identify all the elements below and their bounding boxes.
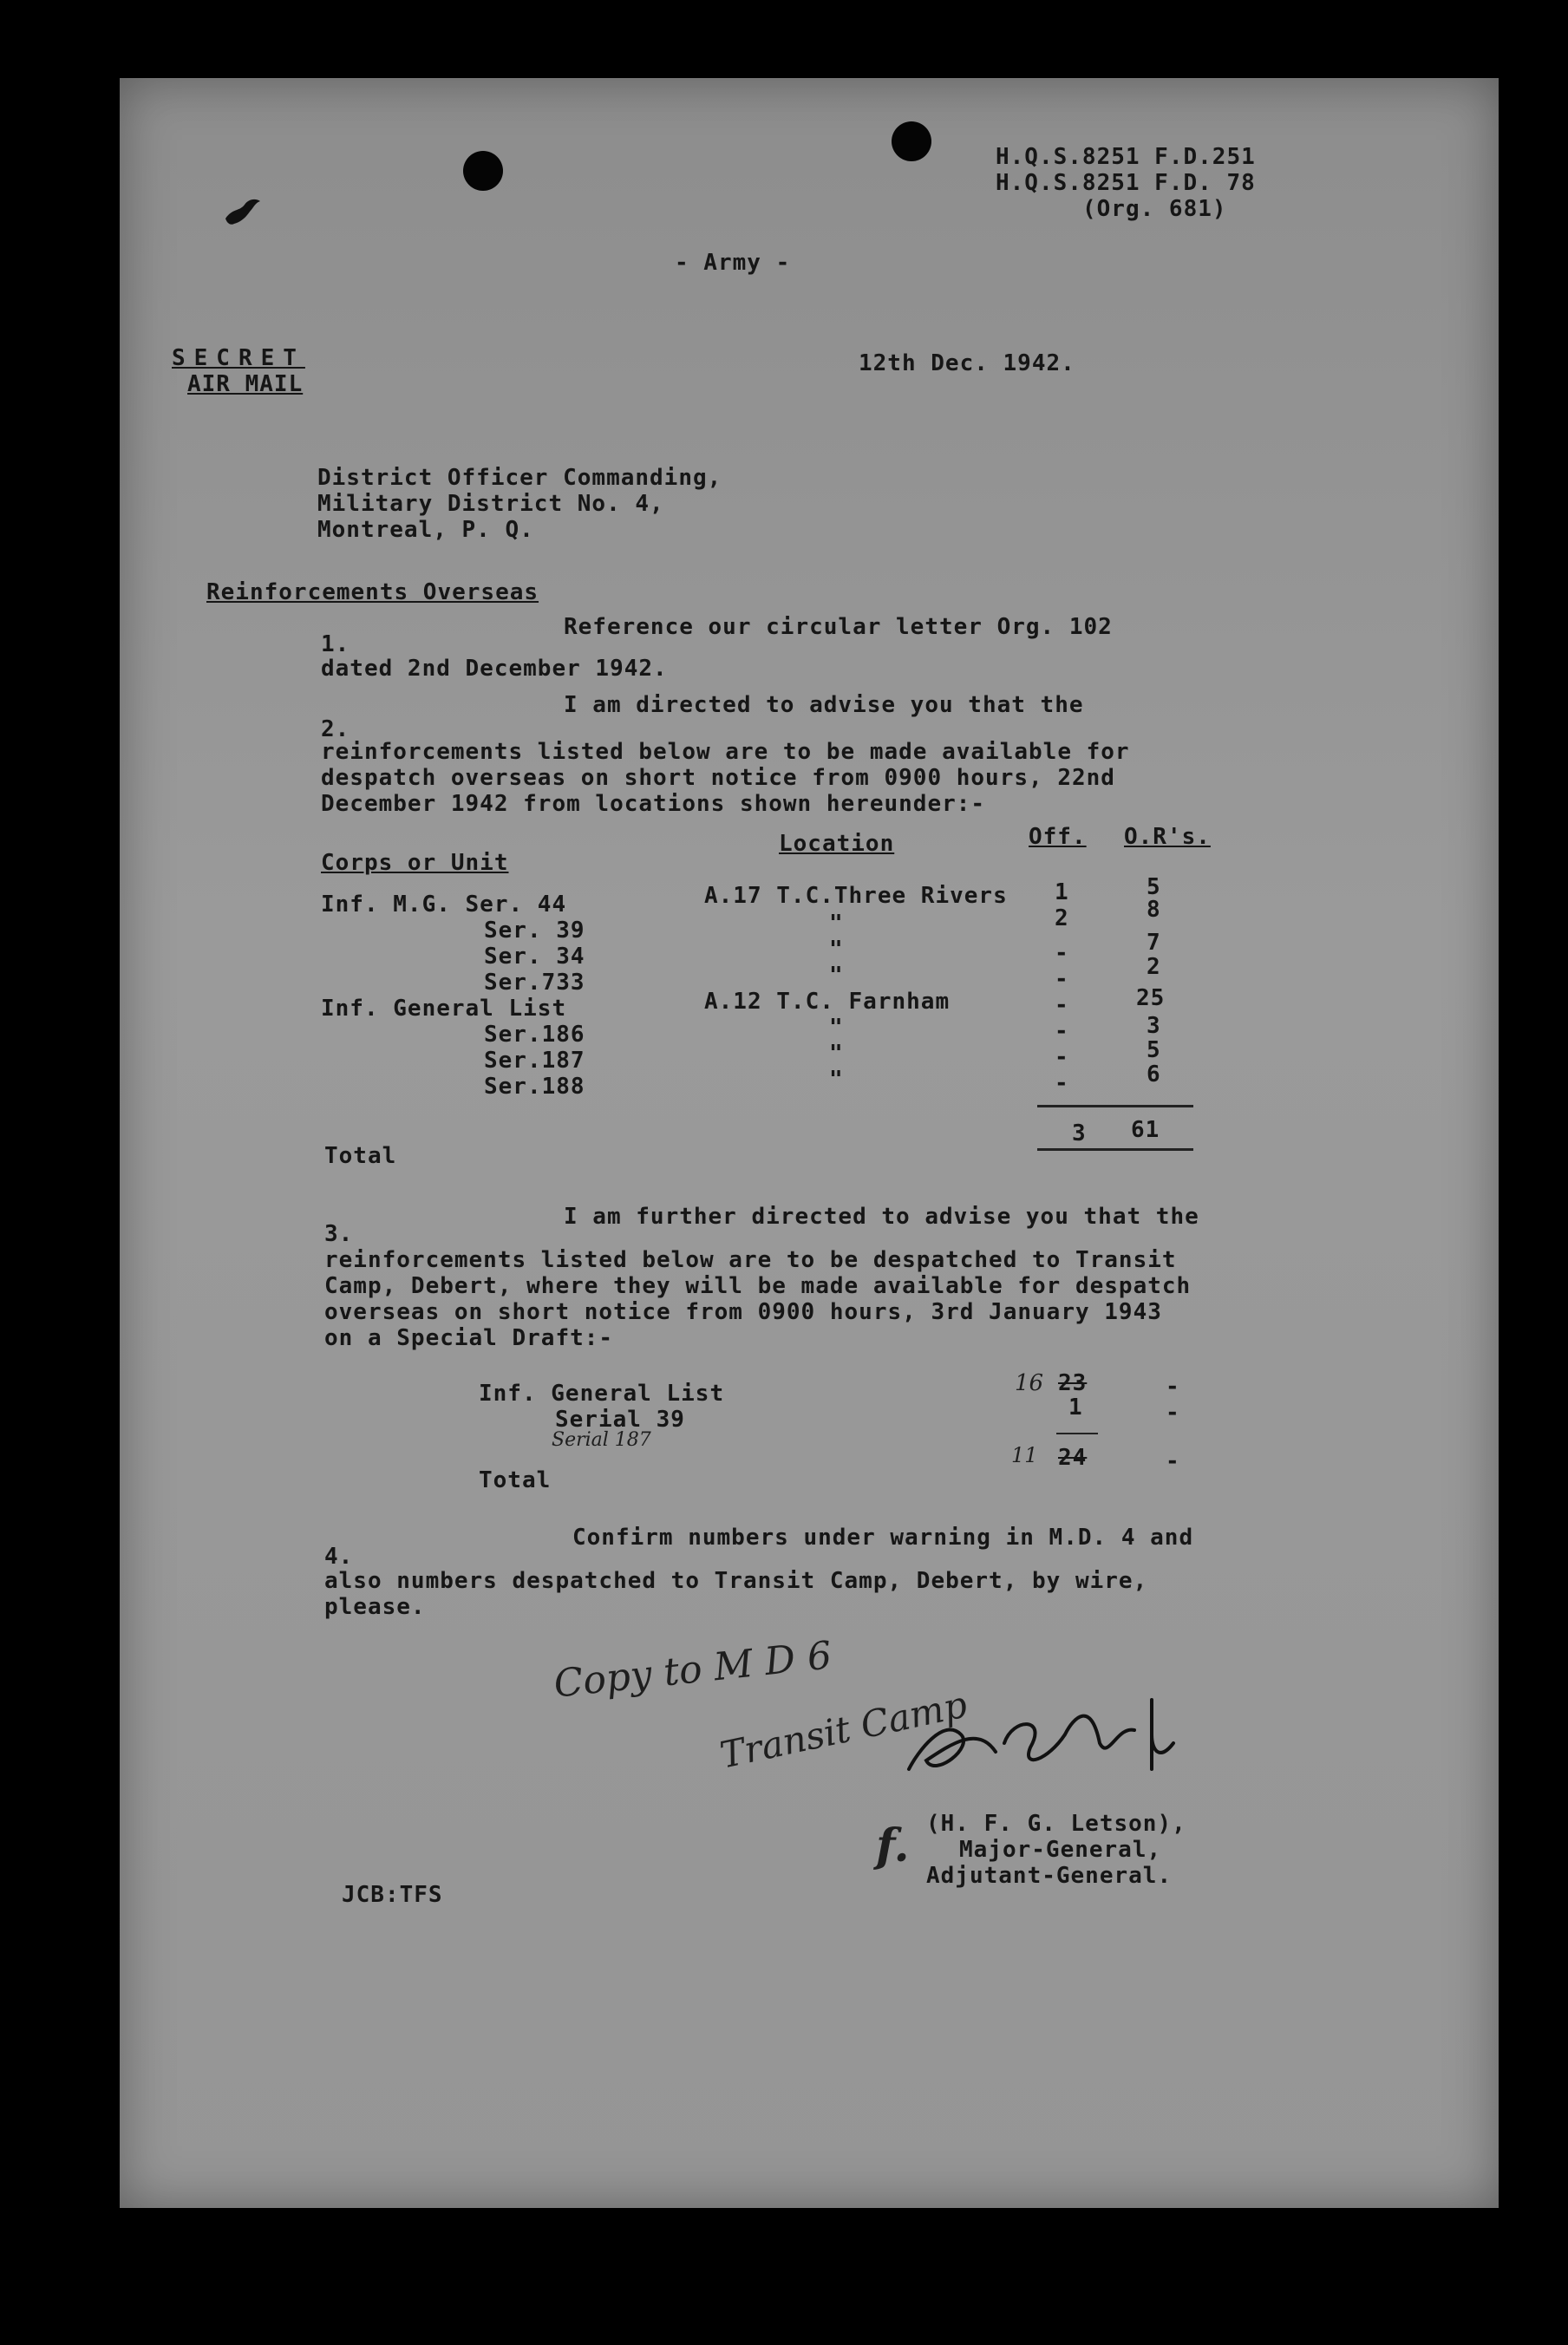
paragraph-text: despatch overseas on short notice from 0900 hours, 22nd — [321, 765, 1115, 791]
table-row-ors: 25 — [1136, 985, 1166, 1011]
addressee-line: Military District No. 4, — [317, 491, 664, 517]
table-row-unit: Inf. General List — [479, 1381, 725, 1407]
table-total-ors: 61 — [1131, 1117, 1160, 1143]
table-row-location: " — [829, 1067, 844, 1093]
table-row-location: " — [829, 1041, 844, 1067]
table-row-off: 2 — [1055, 905, 1069, 931]
paragraph-text: Confirm numbers under warning in M.D. 4 and — [572, 1525, 1194, 1551]
paragraph-text: dated 2nd December 1942. — [321, 656, 668, 682]
table-row-location: " — [829, 937, 844, 963]
addressee-line: Montreal, P. Q. — [317, 517, 534, 543]
table-row-ors: 7 — [1147, 930, 1161, 956]
table-row-unit: Ser.733 — [484, 970, 585, 996]
table-row-unit: Ser. 39 — [484, 918, 585, 944]
subject-heading: Reinforcements Overseas — [206, 579, 539, 605]
signature-icon — [892, 1665, 1186, 1795]
file-ref: H.Q.S.8251 F.D. 78 — [996, 170, 1256, 196]
total-rule — [1037, 1105, 1193, 1107]
table-total-label: Total — [479, 1467, 552, 1493]
table-row-unit: Inf. M.G. Ser. 44 — [321, 892, 567, 918]
paragraph-text: please. — [324, 1594, 426, 1620]
table-row-off: 23 — [1058, 1370, 1088, 1396]
table-row-off: 1 — [1068, 1395, 1083, 1421]
handwritten-correction: 11 — [1011, 1443, 1038, 1467]
table-row-off: - — [1055, 1070, 1069, 1096]
paragraph-text: Camp, Debert, where they will be made available for despatch — [324, 1273, 1192, 1299]
table-row-unit: Ser.188 — [484, 1074, 585, 1100]
table-row-unit: Ser.187 — [484, 1048, 585, 1074]
handwritten-serial: Serial 187 — [552, 1429, 651, 1451]
table-total-label: Total — [324, 1143, 397, 1169]
signatory-line: Adjutant-General. — [926, 1863, 1173, 1889]
table-row-ors: 3 — [1147, 1013, 1161, 1039]
paragraph-text: reinforcements listed below are to be made available for — [321, 739, 1130, 765]
table-row-location: " — [829, 963, 844, 989]
table-header-ors: O.R's. — [1124, 824, 1211, 850]
paragraph-text: also numbers despatched to Transit Camp, Debert, by wire, — [324, 1568, 1148, 1594]
table-row-off: - — [1055, 992, 1069, 1018]
paragraph-text: I am further directed to advise you that the — [564, 1204, 1199, 1230]
table-row-location: " — [829, 911, 844, 937]
total-rule — [1037, 1148, 1193, 1151]
punch-hole — [892, 121, 931, 161]
table-total-ors: - — [1166, 1448, 1180, 1474]
punch-hole — [463, 151, 503, 191]
paragraph-text: overseas on short notice from 0900 hours, 3rd January 1943 — [324, 1299, 1162, 1325]
handwritten-correction: 16 — [1015, 1370, 1044, 1396]
table-row-ors: 5 — [1147, 874, 1161, 900]
paragraph-number: 1. — [321, 631, 350, 657]
table-row-off: - — [1055, 1018, 1069, 1044]
table-row-ors: - — [1166, 1374, 1180, 1400]
paragraph-number: 4. — [324, 1544, 354, 1570]
table-row-unit: Serial 39 — [555, 1407, 685, 1433]
table-row-unit: Ser. 34 — [484, 944, 585, 970]
paragraph-text: on a Special Draft:- — [324, 1325, 614, 1351]
table-row-unit: Ser.186 — [484, 1022, 585, 1048]
file-ref: H.Q.S.8251 F.D.251 — [996, 144, 1256, 170]
department: - Army - — [675, 250, 791, 276]
paragraph-text: December 1942 from locations shown hereunder:- — [321, 791, 986, 817]
security-classification: SECRET — [172, 345, 305, 371]
paragraph-number: 3. — [324, 1221, 354, 1247]
subtotal-rule — [1056, 1433, 1098, 1434]
table-row-off: 1 — [1055, 879, 1069, 905]
signatory-line: Major-General, — [959, 1837, 1162, 1863]
addressee-line: District Officer Commanding, — [317, 465, 722, 491]
table-row-ors: - — [1166, 1400, 1180, 1426]
table-row-ors: 8 — [1147, 897, 1161, 923]
paragraph-text: Reference our circular letter Org. 102 — [564, 614, 1113, 640]
table-row-unit: Inf. General List — [321, 996, 567, 1022]
signature-prefix: f. — [876, 1819, 910, 1872]
table-header-unit: Corps or Unit — [321, 850, 509, 876]
table-total-off: 3 — [1072, 1120, 1087, 1146]
signatory-line: (H. F. G. Letson), — [926, 1811, 1186, 1837]
table-row-off: - — [1055, 966, 1069, 992]
paragraph-text: I am directed to advise you that the — [564, 692, 1084, 718]
table-row-ors: 2 — [1147, 954, 1161, 980]
table-row-ors: 6 — [1147, 1061, 1161, 1088]
paragraph-number: 2. — [321, 716, 350, 742]
table-row-off: - — [1055, 940, 1069, 966]
letter-date: 12th Dec. 1942. — [859, 350, 1075, 376]
table-row-off: - — [1055, 1044, 1069, 1070]
bird-stamp-icon — [222, 193, 264, 234]
table-row-location: A.17 T.C.Three Rivers — [704, 883, 1008, 909]
file-ref: (Org. 681) — [1082, 196, 1227, 222]
handwritten-note: Copy to M D 6 — [552, 1633, 834, 1707]
table-row-location: A.12 T.C. Farnham — [704, 989, 951, 1015]
mail-type: AIR MAIL — [187, 371, 304, 397]
paragraph-text: reinforcements listed below are to be despatched to Transit — [324, 1247, 1177, 1273]
table-header-location: Location — [779, 831, 895, 857]
table-row-location: " — [829, 1015, 844, 1041]
document-page — [120, 78, 1499, 2208]
table-row-ors: 5 — [1147, 1037, 1161, 1063]
typist-initials: JCB:TFS — [342, 1882, 443, 1908]
handwritten-note: Transit Camp — [716, 1682, 971, 1777]
table-total-off: 24 — [1058, 1445, 1088, 1471]
table-header-off: Off. — [1029, 824, 1087, 850]
